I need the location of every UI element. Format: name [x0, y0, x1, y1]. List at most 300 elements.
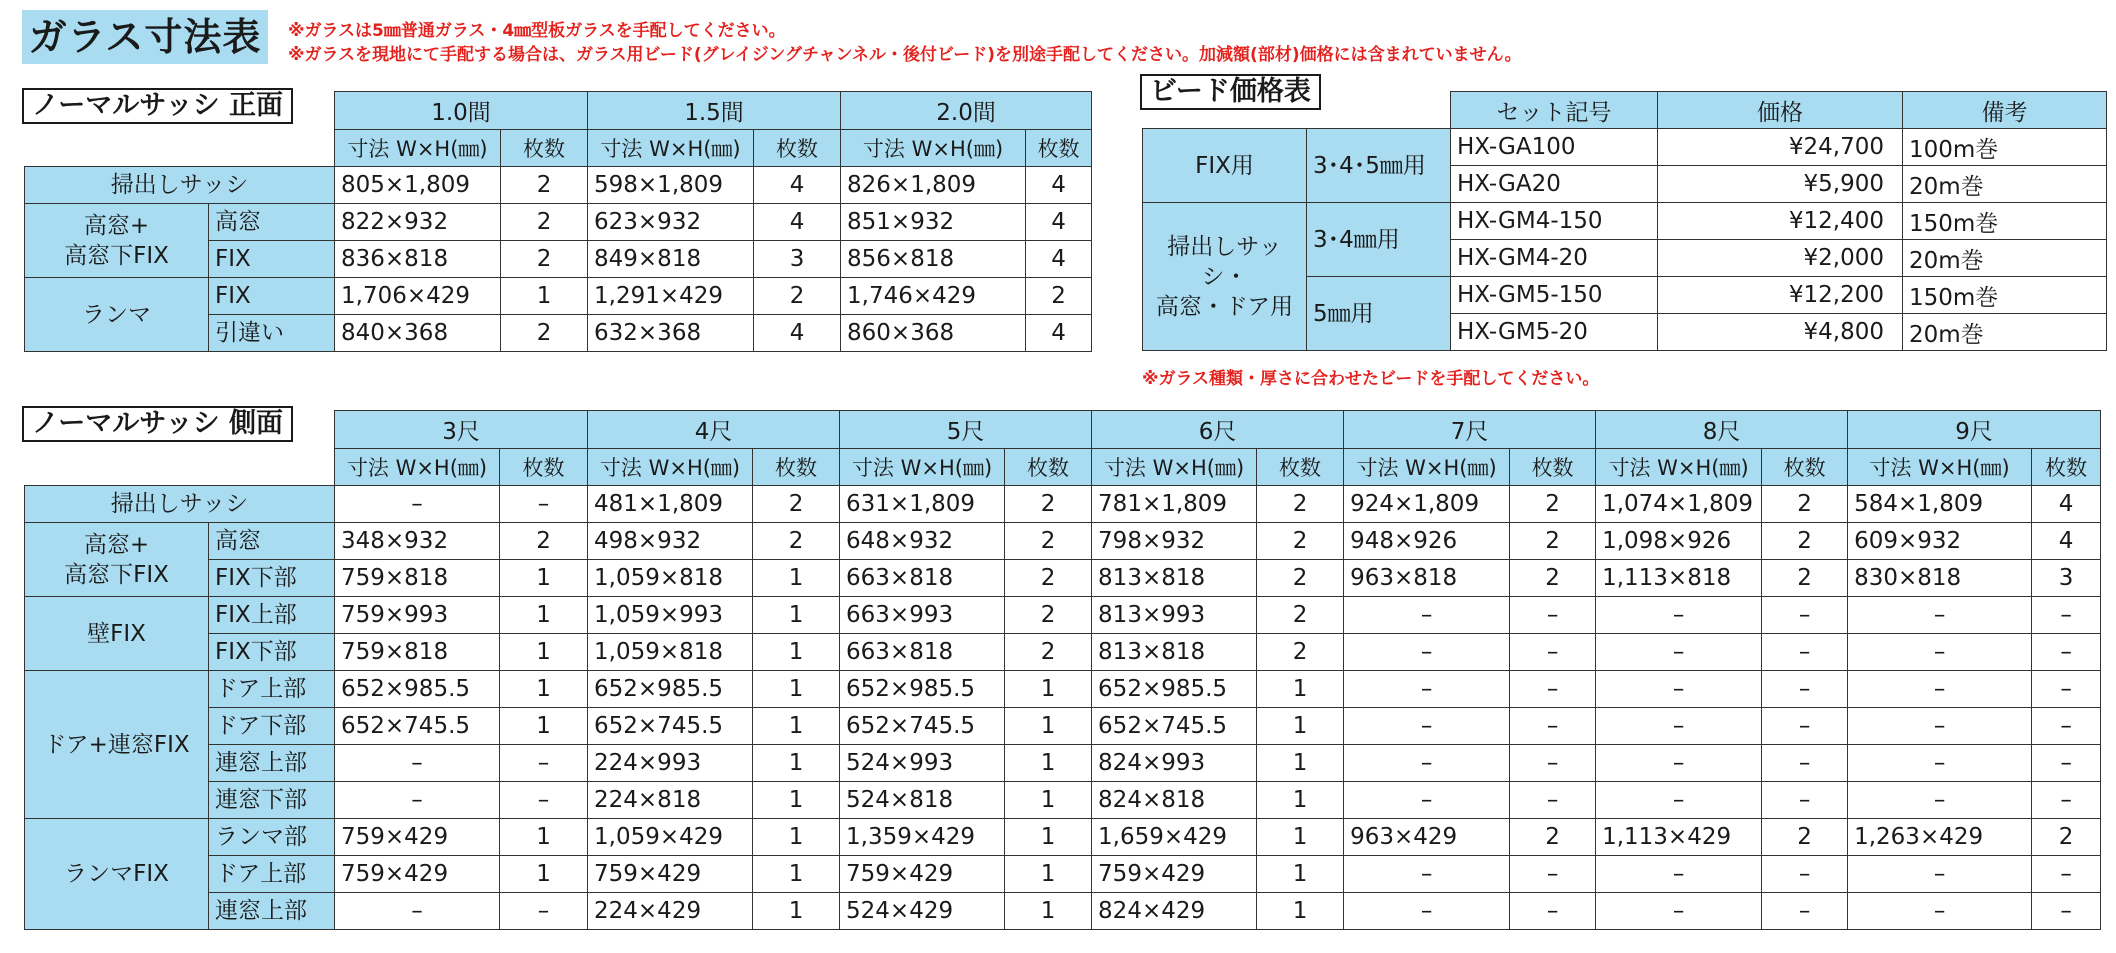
size-cell: 805×1,809 [335, 167, 501, 204]
row-sub-label: FIX [209, 241, 335, 278]
row-group-label: 壁FIX [25, 597, 209, 671]
bead-sub-label: 3･4･5㎜用 [1307, 129, 1451, 203]
size-cell: 759×818 [335, 634, 500, 671]
set-code-cell: HX-GA100 [1451, 129, 1658, 166]
qty-cell: 1 [1005, 745, 1092, 782]
qty-cell: – [2032, 893, 2101, 930]
size-cell: – [1596, 745, 1762, 782]
qty-cell: 4 [1026, 167, 1092, 204]
qty-cell: 1 [753, 893, 840, 930]
table-row [25, 130, 1092, 167]
table-row [25, 893, 2101, 930]
qty-cell: – [1510, 782, 1596, 819]
set-code-cell: HX-GM5-150 [1451, 277, 1658, 314]
size-cell: 840×368 [335, 315, 501, 352]
size-cell: – [1344, 782, 1510, 819]
size-cell: 663×818 [840, 634, 1005, 671]
size-cell: 948×926 [1344, 523, 1510, 560]
qty-cell: – [2032, 597, 2101, 634]
size-cell: – [1344, 708, 1510, 745]
qty-cell: – [2032, 634, 2101, 671]
qty-cell: 2 [1026, 278, 1092, 315]
qty-cell: – [2032, 671, 2101, 708]
row-group-label: ドア+連窓FIX [25, 671, 209, 819]
qty-cell: – [1762, 634, 1848, 671]
table-row [25, 819, 2101, 856]
row-sub-label: ランマ部 [209, 819, 335, 856]
size-column-header: 寸法 W×H(㎜) [588, 130, 754, 167]
table-row [25, 411, 2101, 449]
size-cell: 1,074×1,809 [1596, 486, 1762, 523]
size-cell: 1,113×429 [1596, 819, 1762, 856]
table-row [25, 634, 2101, 671]
qty-cell: 2 [1257, 560, 1344, 597]
size-cell: 1,359×429 [840, 819, 1005, 856]
qty-cell: 2 [1257, 523, 1344, 560]
qty-cell: 1 [1257, 708, 1344, 745]
size-cell: 1,659×429 [1092, 819, 1257, 856]
size-cell: – [1596, 782, 1762, 819]
qty-cell: 1 [500, 634, 588, 671]
group-header: 5尺 [840, 411, 1092, 449]
size-column-header: 寸法 W×H(㎜) [1596, 449, 1762, 486]
row-group-label: 掃出しサッシ [25, 167, 335, 204]
size-cell: – [335, 782, 500, 819]
size-cell: 1,113×818 [1596, 560, 1762, 597]
qty-cell: 1 [753, 745, 840, 782]
set-code-cell: HX-GA20 [1451, 166, 1658, 203]
page-title: ガラス寸法表 [22, 10, 268, 64]
size-cell: 813×993 [1092, 597, 1257, 634]
size-column-header: 寸法 W×H(㎜) [335, 130, 501, 167]
size-cell: 759×818 [335, 560, 500, 597]
qty-cell: 2 [1257, 634, 1344, 671]
size-cell: 1,291×429 [588, 278, 754, 315]
qty-column-header: 枚数 [1026, 130, 1092, 167]
side-table-label: ノーマルサッシ 側面 [22, 406, 293, 442]
remark-cell: 150m巻 [1903, 277, 2107, 314]
size-cell: 813×818 [1092, 560, 1257, 597]
size-cell: – [1344, 893, 1510, 930]
qty-cell: – [1762, 856, 1848, 893]
qty-cell: – [1510, 634, 1596, 671]
size-cell: 524×818 [840, 782, 1005, 819]
qty-cell: 1 [500, 708, 588, 745]
qty-cell: 2 [754, 278, 841, 315]
qty-cell: 1 [1005, 856, 1092, 893]
qty-cell: 2 [1510, 819, 1596, 856]
qty-cell: 3 [2032, 560, 2101, 597]
qty-cell: 1 [753, 634, 840, 671]
qty-cell: – [1762, 671, 1848, 708]
bead-column-header: 備考 [1903, 92, 2107, 129]
size-cell: 224×818 [588, 782, 753, 819]
bead-note: ※ガラス種類・厚さに合わせたビードを手配してください。 [1142, 369, 1600, 389]
qty-column-header: 枚数 [501, 130, 588, 167]
qty-column-header: 枚数 [1005, 449, 1092, 486]
qty-cell: 1 [1005, 893, 1092, 930]
qty-cell: – [2032, 708, 2101, 745]
qty-column-header: 枚数 [1257, 449, 1344, 486]
qty-cell: 1 [1257, 856, 1344, 893]
table-row [1143, 203, 2107, 240]
qty-cell: 2 [1257, 597, 1344, 634]
size-column-header: 寸法 W×H(㎜) [1848, 449, 2032, 486]
size-cell: 849×818 [588, 241, 754, 278]
size-cell: – [1344, 597, 1510, 634]
size-cell: 856×818 [841, 241, 1026, 278]
qty-cell: 1 [500, 819, 588, 856]
size-cell: 851×932 [841, 204, 1026, 241]
size-cell: 663×993 [840, 597, 1005, 634]
qty-cell: 4 [754, 315, 841, 352]
front-table-label: ノーマルサッシ 正面 [22, 88, 293, 124]
row-sub-label: 連窓上部 [209, 745, 335, 782]
qty-cell: – [500, 782, 588, 819]
size-cell: 652×985.5 [1092, 671, 1257, 708]
row-group-label: ランマFIX [25, 819, 209, 930]
size-cell: 1,706×429 [335, 278, 501, 315]
size-cell: 963×818 [1344, 560, 1510, 597]
qty-cell: 1 [753, 708, 840, 745]
qty-cell: 4 [2032, 523, 2101, 560]
size-cell: 759×429 [1092, 856, 1257, 893]
size-cell: 524×429 [840, 893, 1005, 930]
row-sub-label: FIX上部 [209, 597, 335, 634]
size-cell: 498×932 [588, 523, 753, 560]
size-cell: 759×429 [335, 856, 500, 893]
qty-cell: – [2032, 856, 2101, 893]
size-cell: – [1596, 597, 1762, 634]
size-cell: 584×1,809 [1848, 486, 2032, 523]
size-cell: 224×993 [588, 745, 753, 782]
table-row [25, 745, 2101, 782]
qty-cell: 1 [500, 597, 588, 634]
size-cell: 663×818 [840, 560, 1005, 597]
table-row [25, 856, 2101, 893]
size-cell: – [335, 745, 500, 782]
size-cell: – [1596, 671, 1762, 708]
size-cell: 1,263×429 [1848, 819, 2032, 856]
row-sub-label: 高窓 [209, 204, 335, 241]
remark-cell: 100m巻 [1903, 129, 2107, 166]
table-row [1143, 129, 2107, 166]
qty-cell: 2 [1510, 560, 1596, 597]
group-header: 8尺 [1596, 411, 1848, 449]
qty-column-header: 枚数 [753, 449, 840, 486]
group-header: 9尺 [1848, 411, 2101, 449]
size-cell: – [1848, 745, 2032, 782]
corner-blank [25, 411, 335, 449]
bead-column-header: セット記号 [1451, 92, 1658, 129]
qty-cell: 1 [1257, 893, 1344, 930]
group-header: 1.0間 [335, 92, 588, 130]
size-cell: 813×818 [1092, 634, 1257, 671]
size-cell: – [335, 486, 500, 523]
size-cell: 652×745.5 [840, 708, 1005, 745]
size-column-header: 寸法 W×H(㎜) [1344, 449, 1510, 486]
qty-cell: 1 [753, 819, 840, 856]
qty-cell: – [1762, 597, 1848, 634]
table-row [25, 523, 2101, 560]
qty-cell: 1 [501, 278, 588, 315]
qty-cell: 1 [1005, 782, 1092, 819]
bead-price-table [1142, 91, 2107, 351]
size-cell: 798×932 [1092, 523, 1257, 560]
corner-blank [25, 449, 335, 486]
size-cell: 609×932 [1848, 523, 2032, 560]
side-size-table [24, 410, 2101, 930]
size-cell: 924×1,809 [1344, 486, 1510, 523]
front-size-table [24, 91, 1092, 352]
qty-cell: – [2032, 745, 2101, 782]
size-cell: 963×429 [1344, 819, 1510, 856]
qty-cell: 2 [2032, 819, 2101, 856]
qty-cell: 2 [1005, 486, 1092, 523]
size-cell: 652×985.5 [335, 671, 500, 708]
size-cell: – [1848, 782, 2032, 819]
qty-cell: 1 [753, 597, 840, 634]
row-sub-label: 引違い [209, 315, 335, 352]
qty-cell: 4 [754, 204, 841, 241]
qty-cell: 1 [1005, 671, 1092, 708]
table-row [25, 278, 1092, 315]
size-cell: 224×429 [588, 893, 753, 930]
set-code-cell: HX-GM4-150 [1451, 203, 1658, 240]
qty-cell: 4 [1026, 204, 1092, 241]
qty-cell: 2 [1510, 486, 1596, 523]
qty-cell: – [2032, 782, 2101, 819]
group-header: 6尺 [1092, 411, 1344, 449]
table-row [25, 708, 2101, 745]
size-cell: 830×818 [1848, 560, 2032, 597]
qty-cell: – [1762, 782, 1848, 819]
table-row [25, 449, 2101, 486]
qty-cell: – [1510, 893, 1596, 930]
qty-cell: 1 [1005, 708, 1092, 745]
size-cell: – [1596, 856, 1762, 893]
qty-cell: – [1762, 708, 1848, 745]
qty-cell: 1 [753, 560, 840, 597]
price-cell: ¥2,000 [1658, 240, 1903, 277]
remark-cell: 20m巻 [1903, 166, 2107, 203]
bead-table-label: ビード価格表 [1140, 74, 1321, 110]
qty-cell: 1 [500, 856, 588, 893]
qty-column-header: 枚数 [1510, 449, 1596, 486]
size-cell: – [1596, 893, 1762, 930]
row-sub-label: FIX下部 [209, 634, 335, 671]
size-cell: 652×745.5 [1092, 708, 1257, 745]
size-cell: 826×1,809 [841, 167, 1026, 204]
size-cell: – [1596, 634, 1762, 671]
size-cell: 348×932 [335, 523, 500, 560]
row-group-label: 掃出しサッシ [25, 486, 335, 523]
size-cell: 652×985.5 [588, 671, 753, 708]
qty-cell: 1 [1005, 819, 1092, 856]
size-cell: – [1848, 634, 2032, 671]
row-sub-label: ドア上部 [209, 671, 335, 708]
qty-cell: – [1510, 708, 1596, 745]
size-cell: 631×1,809 [840, 486, 1005, 523]
size-cell: – [1848, 597, 2032, 634]
size-cell: – [1596, 708, 1762, 745]
row-sub-label: 高窓 [209, 523, 335, 560]
qty-cell: 2 [1005, 523, 1092, 560]
table-row [1143, 92, 2107, 129]
table-row [25, 782, 2101, 819]
bead-group-label: 掃出しサッシ・ 高窓・ドア用 [1143, 203, 1307, 351]
size-cell: 623×932 [588, 204, 754, 241]
qty-cell: 2 [501, 167, 588, 204]
group-header: 3尺 [335, 411, 588, 449]
price-cell: ¥12,200 [1658, 277, 1903, 314]
qty-cell: 2 [501, 315, 588, 352]
qty-cell: – [500, 745, 588, 782]
bead-column-header: 価格 [1658, 92, 1903, 129]
size-cell: 759×429 [840, 856, 1005, 893]
table-row [25, 204, 1092, 241]
qty-cell: 4 [2032, 486, 2101, 523]
qty-cell: 2 [1257, 486, 1344, 523]
size-cell: – [1848, 856, 2032, 893]
row-sub-label: 連窓上部 [209, 893, 335, 930]
bead-sub-label: 3･4㎜用 [1307, 203, 1451, 277]
size-cell: 1,098×926 [1596, 523, 1762, 560]
qty-cell: 2 [1005, 597, 1092, 634]
qty-cell: 1 [753, 856, 840, 893]
size-cell: 1,059×818 [588, 634, 753, 671]
size-cell: 836×818 [335, 241, 501, 278]
group-header: 2.0間 [841, 92, 1092, 130]
size-column-header: 寸法 W×H(㎜) [840, 449, 1005, 486]
note-glass-bead: ※ガラスを現地にて手配する場合は、ガラス用ビード(グレイジングチャンネル・後付ビード)を別途手配してください。加減額(部材)価格には含まれていません。 [288, 45, 1522, 65]
note-glass-spec: ※ガラスは5㎜普通ガラス・4㎜型板ガラスを手配してください。 [288, 21, 786, 41]
qty-cell: 2 [1005, 634, 1092, 671]
qty-column-header: 枚数 [500, 449, 588, 486]
size-cell: 781×1,809 [1092, 486, 1257, 523]
size-cell: – [1344, 745, 1510, 782]
qty-cell: 2 [500, 523, 588, 560]
group-header: 1.5間 [588, 92, 841, 130]
corner-blank [25, 92, 335, 130]
corner-blank [1143, 92, 1451, 129]
price-cell: ¥5,900 [1658, 166, 1903, 203]
row-sub-label: ドア上部 [209, 856, 335, 893]
set-code-cell: HX-GM5-20 [1451, 314, 1658, 351]
qty-cell: – [1510, 597, 1596, 634]
bead-sub-label: 5㎜用 [1307, 277, 1451, 351]
size-cell: – [1344, 671, 1510, 708]
qty-cell: 2 [1510, 523, 1596, 560]
qty-cell: – [500, 893, 588, 930]
remark-cell: 150m巻 [1903, 203, 2107, 240]
qty-cell: 2 [1762, 523, 1848, 560]
row-group-label: 高窓+ 高窓下FIX [25, 523, 209, 597]
table-row [25, 560, 2101, 597]
group-header: 7尺 [1344, 411, 1596, 449]
row-sub-label: FIX [209, 278, 335, 315]
qty-cell: 4 [1026, 241, 1092, 278]
qty-cell: 1 [1257, 745, 1344, 782]
size-cell: 632×368 [588, 315, 754, 352]
qty-cell: 1 [1257, 671, 1344, 708]
price-cell: ¥12,400 [1658, 203, 1903, 240]
qty-cell: – [1510, 745, 1596, 782]
size-cell: – [1344, 634, 1510, 671]
row-group-label: 高窓+ 高窓下FIX [25, 204, 209, 278]
size-cell: – [335, 893, 500, 930]
group-header: 4尺 [588, 411, 840, 449]
qty-cell: – [500, 486, 588, 523]
qty-cell: 1 [1257, 819, 1344, 856]
size-cell: 824×993 [1092, 745, 1257, 782]
table-row [25, 597, 2101, 634]
size-column-header: 寸法 W×H(㎜) [1092, 449, 1257, 486]
size-cell: 652×745.5 [335, 708, 500, 745]
qty-cell: 1 [753, 782, 840, 819]
qty-column-header: 枚数 [1762, 449, 1848, 486]
size-cell: – [1344, 856, 1510, 893]
qty-cell: 1 [1257, 782, 1344, 819]
size-cell: – [1848, 671, 2032, 708]
size-cell: 824×818 [1092, 782, 1257, 819]
qty-cell: – [1510, 671, 1596, 708]
qty-cell: – [1762, 745, 1848, 782]
size-cell: 860×368 [841, 315, 1026, 352]
qty-cell: 4 [754, 167, 841, 204]
size-column-header: 寸法 W×H(㎜) [588, 449, 753, 486]
size-cell: 759×993 [335, 597, 500, 634]
row-sub-label: FIX下部 [209, 560, 335, 597]
qty-cell: 2 [1762, 819, 1848, 856]
size-cell: 598×1,809 [588, 167, 754, 204]
price-cell: ¥24,700 [1658, 129, 1903, 166]
qty-cell: 1 [500, 560, 588, 597]
price-cell: ¥4,800 [1658, 314, 1903, 351]
qty-cell: 2 [1005, 560, 1092, 597]
remark-cell: 20m巻 [1903, 314, 2107, 351]
row-group-label: ランマ [25, 278, 209, 352]
qty-column-header: 枚数 [754, 130, 841, 167]
size-cell: 652×985.5 [840, 671, 1005, 708]
size-cell: – [1848, 708, 2032, 745]
size-cell: 1,059×993 [588, 597, 753, 634]
bead-group-label: FIX用 [1143, 129, 1307, 203]
size-cell: 824×429 [1092, 893, 1257, 930]
qty-cell: 2 [1762, 486, 1848, 523]
corner-blank [25, 130, 335, 167]
row-sub-label: 連窓下部 [209, 782, 335, 819]
table-row [25, 671, 2101, 708]
size-cell: 759×429 [335, 819, 500, 856]
size-cell: 822×932 [335, 204, 501, 241]
size-cell: 524×993 [840, 745, 1005, 782]
size-cell: 759×429 [588, 856, 753, 893]
qty-cell: – [1762, 893, 1848, 930]
size-cell: 1,059×429 [588, 819, 753, 856]
qty-cell: 2 [501, 204, 588, 241]
table-row [25, 167, 1092, 204]
size-cell: – [1848, 893, 2032, 930]
qty-cell: 3 [754, 241, 841, 278]
size-column-header: 寸法 W×H(㎜) [335, 449, 500, 486]
qty-cell: 2 [501, 241, 588, 278]
set-code-cell: HX-GM4-20 [1451, 240, 1658, 277]
table-row [25, 92, 1092, 130]
qty-cell: 1 [753, 671, 840, 708]
remark-cell: 20m巻 [1903, 240, 2107, 277]
size-cell: 652×745.5 [588, 708, 753, 745]
